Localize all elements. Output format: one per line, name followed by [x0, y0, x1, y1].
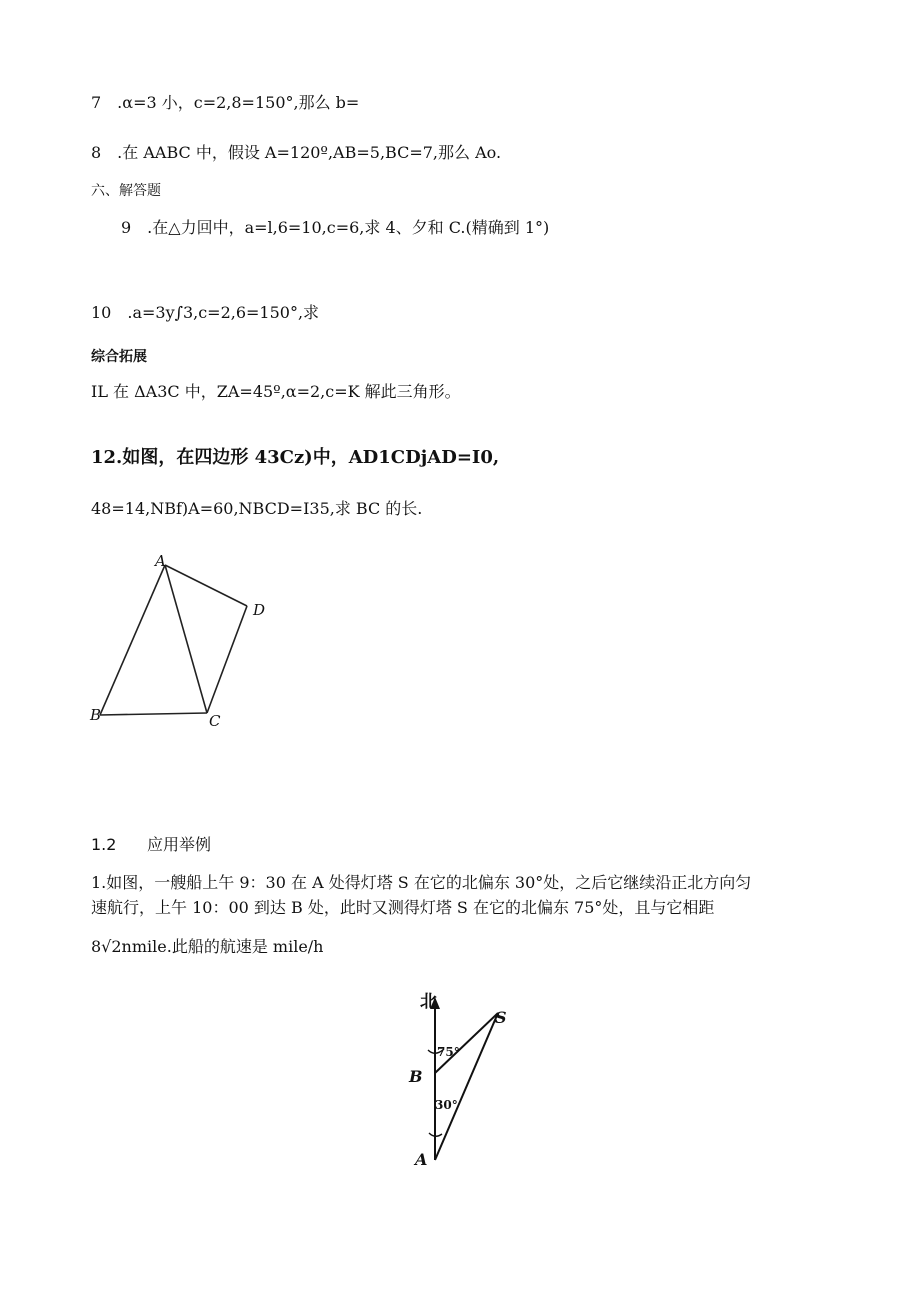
question-10: 10 .a=3y∫3,c=2,6=150°,求 — [91, 303, 320, 322]
label-c: C — [209, 712, 221, 730]
label-a: A — [155, 552, 166, 570]
segment-ab — [100, 565, 165, 715]
label-b-nav: B — [409, 1067, 423, 1086]
problem-1-line1: 1.如图，一艘船上午 9：30 在 A 处得灯塔 S 在它的北偏东 30°处，之后它继续沿正北方向匀 — [91, 873, 752, 892]
segment-as — [435, 1013, 498, 1160]
quadrilateral-figure — [85, 550, 285, 730]
segment-bs — [435, 1013, 498, 1073]
question-11: IL 在 ΔA3C 中，ZA=45º,α=2,c=K 解此三角形。 — [91, 382, 461, 401]
angle-label-75: 75° — [437, 1045, 460, 1059]
question-7: 7 .α=3 小，c=2,8=150°,那么 b= — [91, 93, 360, 112]
question-12-line1: 12.如图，在四边形 43Cz)中，AD1CDjAD=I0, — [91, 447, 500, 468]
label-d: D — [253, 601, 266, 619]
section-heading-extension: 综合拓展 — [91, 349, 147, 365]
question-8: 8 .在 AABC 中，假设 A=120º,AB=5,BC=7,那么 Ao. — [91, 143, 502, 162]
segment-ad — [165, 565, 247, 606]
segment-ac — [165, 565, 207, 713]
angle-label-30: 30° — [435, 1098, 458, 1112]
label-s: S — [495, 1008, 507, 1027]
section-number: 1.2 — [91, 835, 117, 854]
section-title: 应用举例 — [147, 835, 212, 854]
segment-bc — [100, 713, 207, 715]
label-a-nav: A — [415, 1150, 428, 1169]
question-9: 9 .在△力回中，a=l,6=10,c=6,求 4、夕和 C.(精确到 1°) — [121, 218, 550, 237]
label-b: B — [90, 706, 102, 724]
problem-1-line2: 速航行，上午 10：00 到达 B 处，此时又测得灯塔 S 在它的北偏东 75°处，且与它相距 — [91, 898, 715, 917]
segment-dc — [207, 606, 247, 713]
label-north: 北 — [420, 992, 437, 1012]
section-heading-answers: 六、解答题 — [91, 183, 161, 199]
problem-1-line3: 8√2nmile.此船的航速是 mile/h — [91, 937, 324, 956]
question-12-line2: 48=14,NBf)A=60,NBCD=I35,求 BC 的长. — [91, 499, 423, 518]
navigation-figure — [395, 985, 535, 1185]
